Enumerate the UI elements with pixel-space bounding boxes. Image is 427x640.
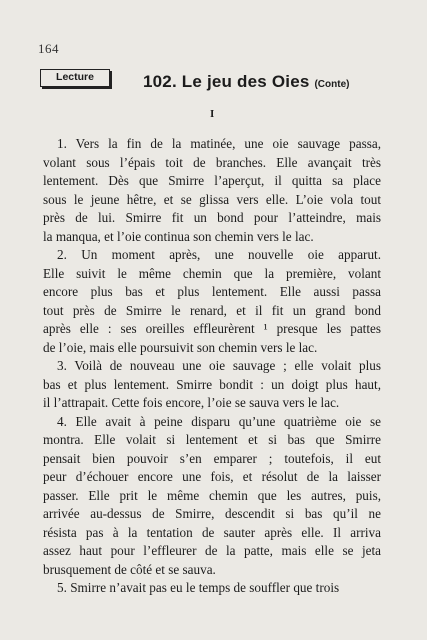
text-line: montra. Elle volait si lentement et si bas que Smirre: [43, 432, 381, 447]
text-line: sous le jeune hêtre, et se glissa vers elle. L’oie vola tout: [43, 191, 381, 207]
text-line: 1. Vers la fin de la matinée, une oie sauvage passa,: [57, 136, 381, 151]
text-line: lentement. Dès que Smirre l’aperçut, il quitta sa place: [43, 173, 381, 188]
text-line: brusquement de côté et se sauva.: [43, 561, 216, 577]
text-line: bas et plus lentement. Smirre bondit : un doigt plus haut,: [43, 376, 381, 392]
text-line: pensait bien pouvoir s’en emparer ; toutefois, il eut: [43, 450, 381, 466]
text-line: 3. Voilà de nouveau une oie sauvage ; elle volait plus: [57, 358, 381, 373]
text-line: 4. Elle avait à peine disparu qu’une quatrième oie se: [57, 413, 381, 429]
text-line: il l’attrapait. Cette fois encore, l’oie se sauva vers le lac.: [43, 395, 340, 410]
text-line: près de lui. Smirre fit un bond pour l’atteindre, mais: [43, 210, 381, 225]
page-number: 164: [38, 41, 59, 56]
text-line: volant sous l’épais toit de branches. Elle avançait très: [43, 154, 381, 170]
text-line: après elle : ses oreilles effleurèrent ¹ presque les pattes: [43, 321, 381, 336]
text-line: tout près de Smirre le renard, et il fit un grand bond: [43, 302, 381, 318]
text-line: peur d’échouer encore une fois, et résolut de la laisser: [43, 469, 381, 484]
lesson-title-main: 102. Le jeu des Oies: [143, 72, 310, 91]
lesson-title: [143, 72, 349, 92]
story-text: [43, 135, 381, 598]
text-line: de l’oie, mais elle poursuivit son chemin vers le lac.: [43, 339, 318, 355]
text-line: 5. Smirre n’avait pas eu le temps de souffler que trois: [57, 580, 340, 595]
section-badge: Lecture: [40, 69, 110, 87]
part-numeral: I: [210, 108, 215, 120]
text-line: Elle suivit le même chemin que la première, volant: [43, 265, 381, 281]
text-line: résista pas à la tentation de sauter après elle. Il arriva: [43, 524, 381, 540]
text-line: encore plus bas et plus lentement. Elle aussi passa: [43, 284, 381, 299]
text-line: passer. Elle prit le même chemin que les autres, puis,: [43, 487, 381, 503]
lesson-title-sub: (Conte): [314, 79, 350, 90]
text-line: arrivée au-dessus de Smirre, descendit si bas qu’il ne: [43, 506, 381, 521]
text-line: la manqua, et l’oie continua son chemin vers le lac.: [43, 228, 314, 244]
text-line: assez haut pour l’effleurer de la patte, mais elle se jeta: [43, 543, 381, 558]
text-line: 2. Un moment après, une nouvelle oie apparut.: [57, 247, 381, 262]
